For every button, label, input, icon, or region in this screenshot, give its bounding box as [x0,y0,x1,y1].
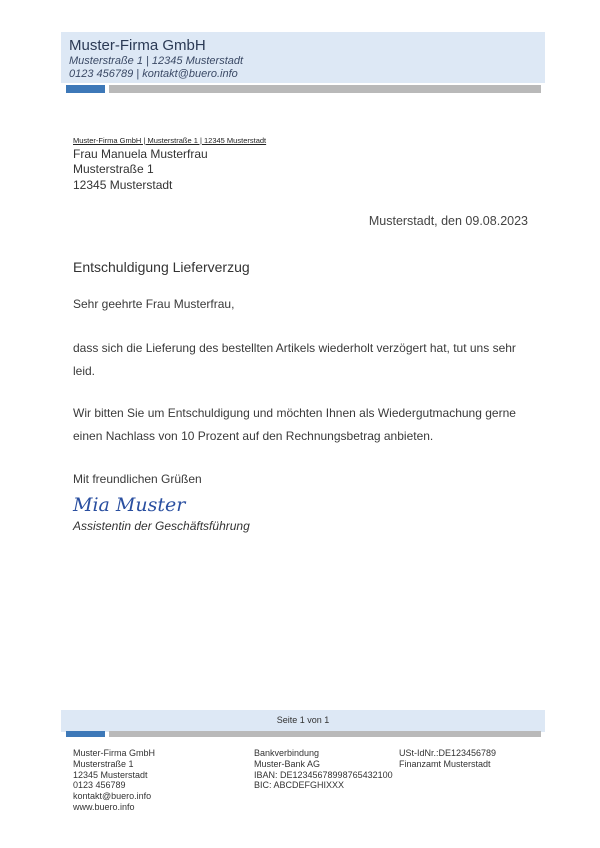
recipient-city: 12345 Musterstadt [73,178,173,192]
footer-accent-bar [66,731,105,737]
header-divider-bar [109,85,541,93]
letter-date: Musterstadt, den 09.08.2023 [368,214,528,228]
company-contact: 0123 456789 | kontakt@buero.info [69,68,238,80]
footer-company-city: 12345 Musterstadt [73,769,148,780]
footer-bank-name: Muster-Bank AG [254,758,321,769]
footer-company-street: Musterstraße 1 [73,758,134,769]
footer-company-phone: 0123 456789 [73,780,126,791]
footer-tax-office: Finanzamt Musterstadt [399,758,491,769]
footer-company-email: kontakt@buero.info [73,791,152,802]
footer-company-column [73,748,155,813]
signer-title: Assistentin der Geschäftsführung [73,519,250,533]
company-address: Musterstraße 1 | 12345 Musterstadt [69,55,244,67]
footer-company-name: Muster-Firma GmbH [73,748,156,758]
letter-subject: Entschuldigung Lieferverzug [73,259,250,275]
footer-bank-heading: Bankverbindung [254,748,320,758]
company-name: Muster-Firma GmbH [69,37,206,54]
recipient-name: Frau Manuela Musterfrau [73,147,208,161]
footer-bank-iban: IBAN: DE12345678998765432100 [254,769,393,780]
closing-formula: Mit freundlichen Grüßen [73,472,202,486]
footer-bank-column [254,748,393,791]
page-number: Seite 1 von 1 [276,715,330,725]
body-paragraph-2: Wir bitten Sie um Entschuldigung und möchten Ihnen als Wiedergutmachung gerne einen Nachlass von 10 Prozent auf den Rechnungsbetrag anbieten. [73,406,516,443]
footer-tax-column [399,748,496,770]
header-accent-bar [66,85,105,93]
footer-bank-bic: BIC: ABCDEFGHIXXX [254,780,345,791]
body-paragraph-1: dass sich die Lieferung des bestellten Artikels wiederholt verzögert hat, tut uns sehr leid. [73,341,516,378]
sender-return-line: Muster-Firma GmbH | Musterstraße 1 | 12345 Musterstadt [73,136,267,145]
footer-vat-id: USt-IdNr.:DE123456789 [399,748,497,758]
footer-divider-bar [109,731,541,737]
handwritten-signature: Mia Muster [73,494,186,516]
salutation: Sehr geehrte Frau Musterfrau, [73,297,235,311]
recipient-street: Musterstraße 1 [73,162,154,176]
footer-company-website: www.buero.info [73,801,135,812]
